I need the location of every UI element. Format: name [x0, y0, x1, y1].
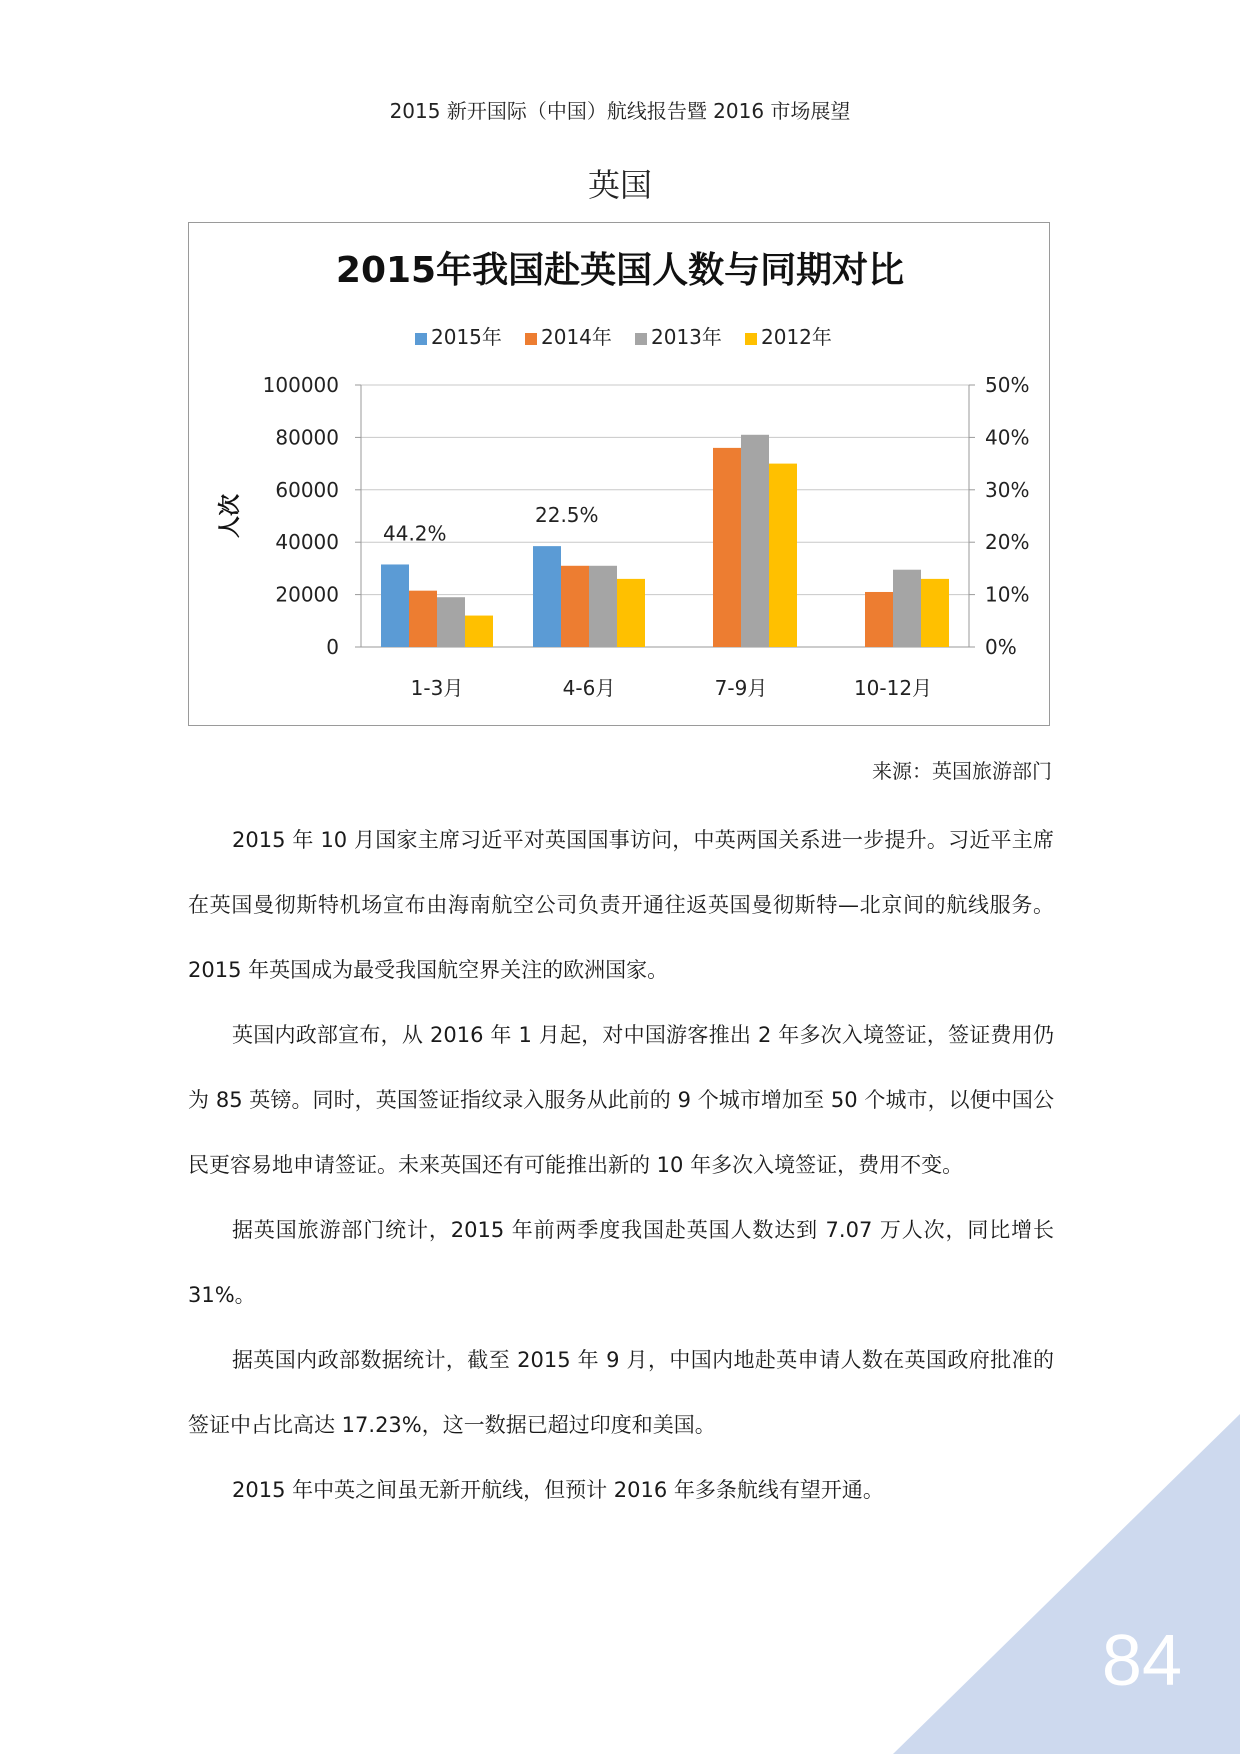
running-header: 2015 新开国际（中国）航线报告暨 2016 市场展望	[389, 99, 851, 123]
page-number: 84	[1101, 1621, 1182, 1701]
bar	[921, 579, 949, 647]
legend-label: 2015年	[431, 325, 502, 349]
paragraph-2: 英国内政部宣布，从 2016 年 1 月起，对中国游客推出 2 年多次入境签证，签证费用仍为 85 英镑。同时，英国签证指纹录入服务从此前的 9 个城市增加至 50 个城市，以便中国公民更容易地申请签证。未来英国还有可能推出新的 10 年多次入境签证，费用不变。	[188, 1023, 1054, 1177]
y2-tick-label: 0%	[985, 635, 1017, 659]
bar	[465, 616, 493, 647]
paragraph-1: 2015 年 10 月国家主席习近平对英国国事访问，中英两国关系进一步提升。习近平主席在英国曼彻斯特机场宣布由海南航空公司负责开通往返英国曼彻斯特—北京间的航线服务。2015 年英国成为最受我国航空界关注的欧洲国家。	[188, 828, 1054, 982]
section-title: 英国	[587, 166, 652, 204]
legend-swatch	[745, 333, 757, 345]
y2-tick-label: 10%	[985, 582, 1030, 607]
legend-label: 2014年	[541, 325, 612, 349]
data-annotation: 44.2%	[383, 521, 447, 546]
y-tick-label: 40000	[275, 530, 339, 555]
bar	[409, 591, 437, 647]
paragraph-5: 2015 年中英之间虽无新开航线，但预计 2016 年多条航线有望开通。	[232, 1478, 884, 1502]
bar	[381, 564, 409, 647]
x-tick-label: 10-12月	[853, 676, 933, 700]
y-tick-label: 100000	[262, 373, 339, 397]
bar	[893, 570, 921, 647]
bar	[769, 464, 797, 647]
y2-tick-label: 50%	[985, 373, 1030, 397]
data-annotation: 22.5%	[535, 503, 599, 528]
legend-swatch	[415, 333, 427, 345]
legend-label: 2012年	[761, 325, 832, 349]
x-tick-label: 4-6月	[562, 676, 616, 700]
body-text	[188, 808, 1054, 1523]
bar	[713, 448, 741, 647]
legend-swatch	[525, 333, 537, 345]
bar	[533, 546, 561, 647]
x-tick-label: 7-9月	[714, 676, 768, 700]
legend-label: 2013年	[651, 325, 722, 349]
chart-title: 2015年我国赴英国人数与同期对比	[335, 250, 905, 291]
y-tick-label: 60000	[275, 477, 339, 502]
bar	[617, 579, 645, 647]
y2-tick-label: 40%	[985, 425, 1030, 450]
legend-swatch	[635, 333, 647, 345]
y-tick-label: 0	[326, 635, 339, 659]
bar	[437, 597, 465, 647]
y-axis-label: 人次	[218, 493, 243, 539]
x-tick-label: 1-3月	[410, 676, 464, 700]
bar	[865, 592, 893, 647]
bar	[561, 566, 589, 647]
paragraph-3: 据英国旅游部门统计，2015 年前两季度我国赴英国人数达到 7.07 万人次，同比增长 31%。	[188, 1218, 1054, 1307]
y2-tick-label: 20%	[985, 530, 1030, 555]
chart-frame	[188, 222, 1050, 726]
y2-tick-label: 30%	[985, 477, 1030, 502]
paragraph-4: 据英国内政部数据统计，截至 2015 年 9 月，中国内地赴英申请人数在英国政府批准的签证中占比高达 17.23%，这一数据已超过印度和美国。	[188, 1348, 1054, 1437]
bar	[589, 566, 617, 647]
bar	[741, 435, 769, 647]
y-tick-label: 20000	[275, 582, 339, 607]
bar-chart	[189, 223, 1051, 727]
y-tick-label: 80000	[275, 425, 339, 450]
source-note: 来源：英国旅游部门	[872, 759, 1052, 783]
